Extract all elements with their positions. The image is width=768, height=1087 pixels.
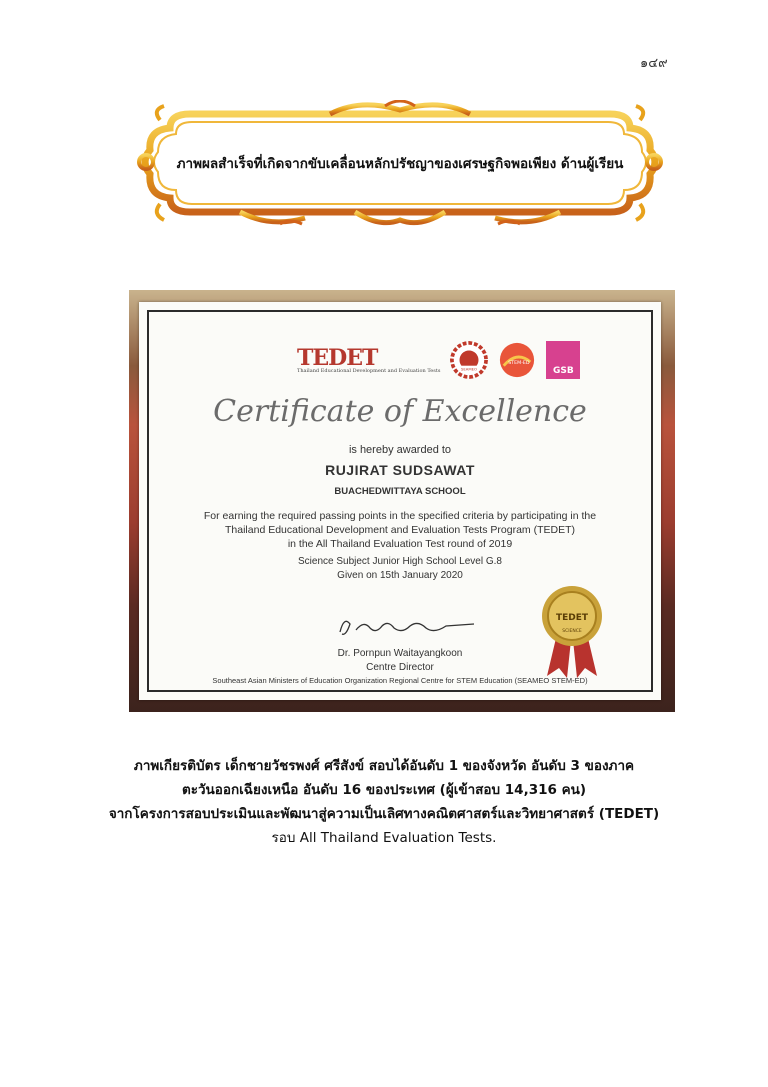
certificate-photo [129,290,675,712]
certificate-title: Certificate of Excellence [213,394,587,429]
caption-line-1: ภาพเกียรติบัตร เด็กชายวัชรพงศ์ ศรีสังข์ สอบได้อันดับ 1 ของจังหวัด อันดับ 3 ของภาค [133,758,635,774]
stem-ed-logo-icon [498,341,536,379]
body-line-1: For earning the required passing points in the specified criteria by participating in the [203,510,597,522]
caption-line-4: รอบ All Thailand Evaluation Tests. [271,830,497,846]
recipient-name: RUJIRAT SUDSAWAT [325,462,475,478]
subject-line: Science Subject Junior High School Level G.8 [297,556,502,567]
awarded-line: is hereby awarded to [348,444,452,456]
school-name: BUACHEDWITTAYA SCHOOL [334,486,466,497]
stem-ed-logo-text: STEM-ED [508,360,530,366]
tedet-seal-icon [537,584,607,680]
banner-title: ภาพผลสำเร็จที่เกิดจากขับเคลื่อนหลักปรัชญาของเศรษฐกิจพอเพียง ด้านผู้เรียน [176,156,624,172]
body-line-3: in the All Thailand Evaluation Test round of 2019 [287,538,513,550]
tedet-logo-text: TEDET [297,344,378,371]
caption-line-2: ตะวันออกเฉียงเหนือ อันดับ 16 ของประเทศ (ผู้เข้าสอบ 14,316 คน) [181,782,587,798]
seameo-logo-icon [450,341,488,379]
seameo-logo-text: SEAMEO [461,366,478,372]
tedet-logo-subtext: Thailand Educational Development and Evaluation Tests [297,367,441,374]
caption-line-3: จากโครงการสอบประเมินและพัฒนาสู่ความเป็นเลิศทางคณิตศาสตร์และวิทยาศาสตร์ (TEDET) [108,806,660,822]
signer-title: Centre Director [366,662,434,673]
logo-row [297,340,580,380]
seal-subtext: SCIENCE [562,629,582,634]
title-banner [130,100,670,230]
body-line-2: Thailand Educational Development and Evaluation Tests Program (TEDET) [225,524,575,536]
tedet-logo [297,344,441,374]
organization-line: Southeast Asian Ministers of Education Organization Regional Centre for STEM Education (SEAMEO STEM-ED) [212,676,588,685]
signer-name: Dr. Pornpun Waitayangkoon [337,648,463,659]
seal-text: TEDET [555,613,589,623]
signature-icon [334,614,484,640]
given-on-line: Given on 15th January 2020 [337,570,463,581]
certificate [139,302,661,700]
page-number: ๑๔๙ [640,56,668,71]
gsb-logo: GSB [546,341,580,379]
